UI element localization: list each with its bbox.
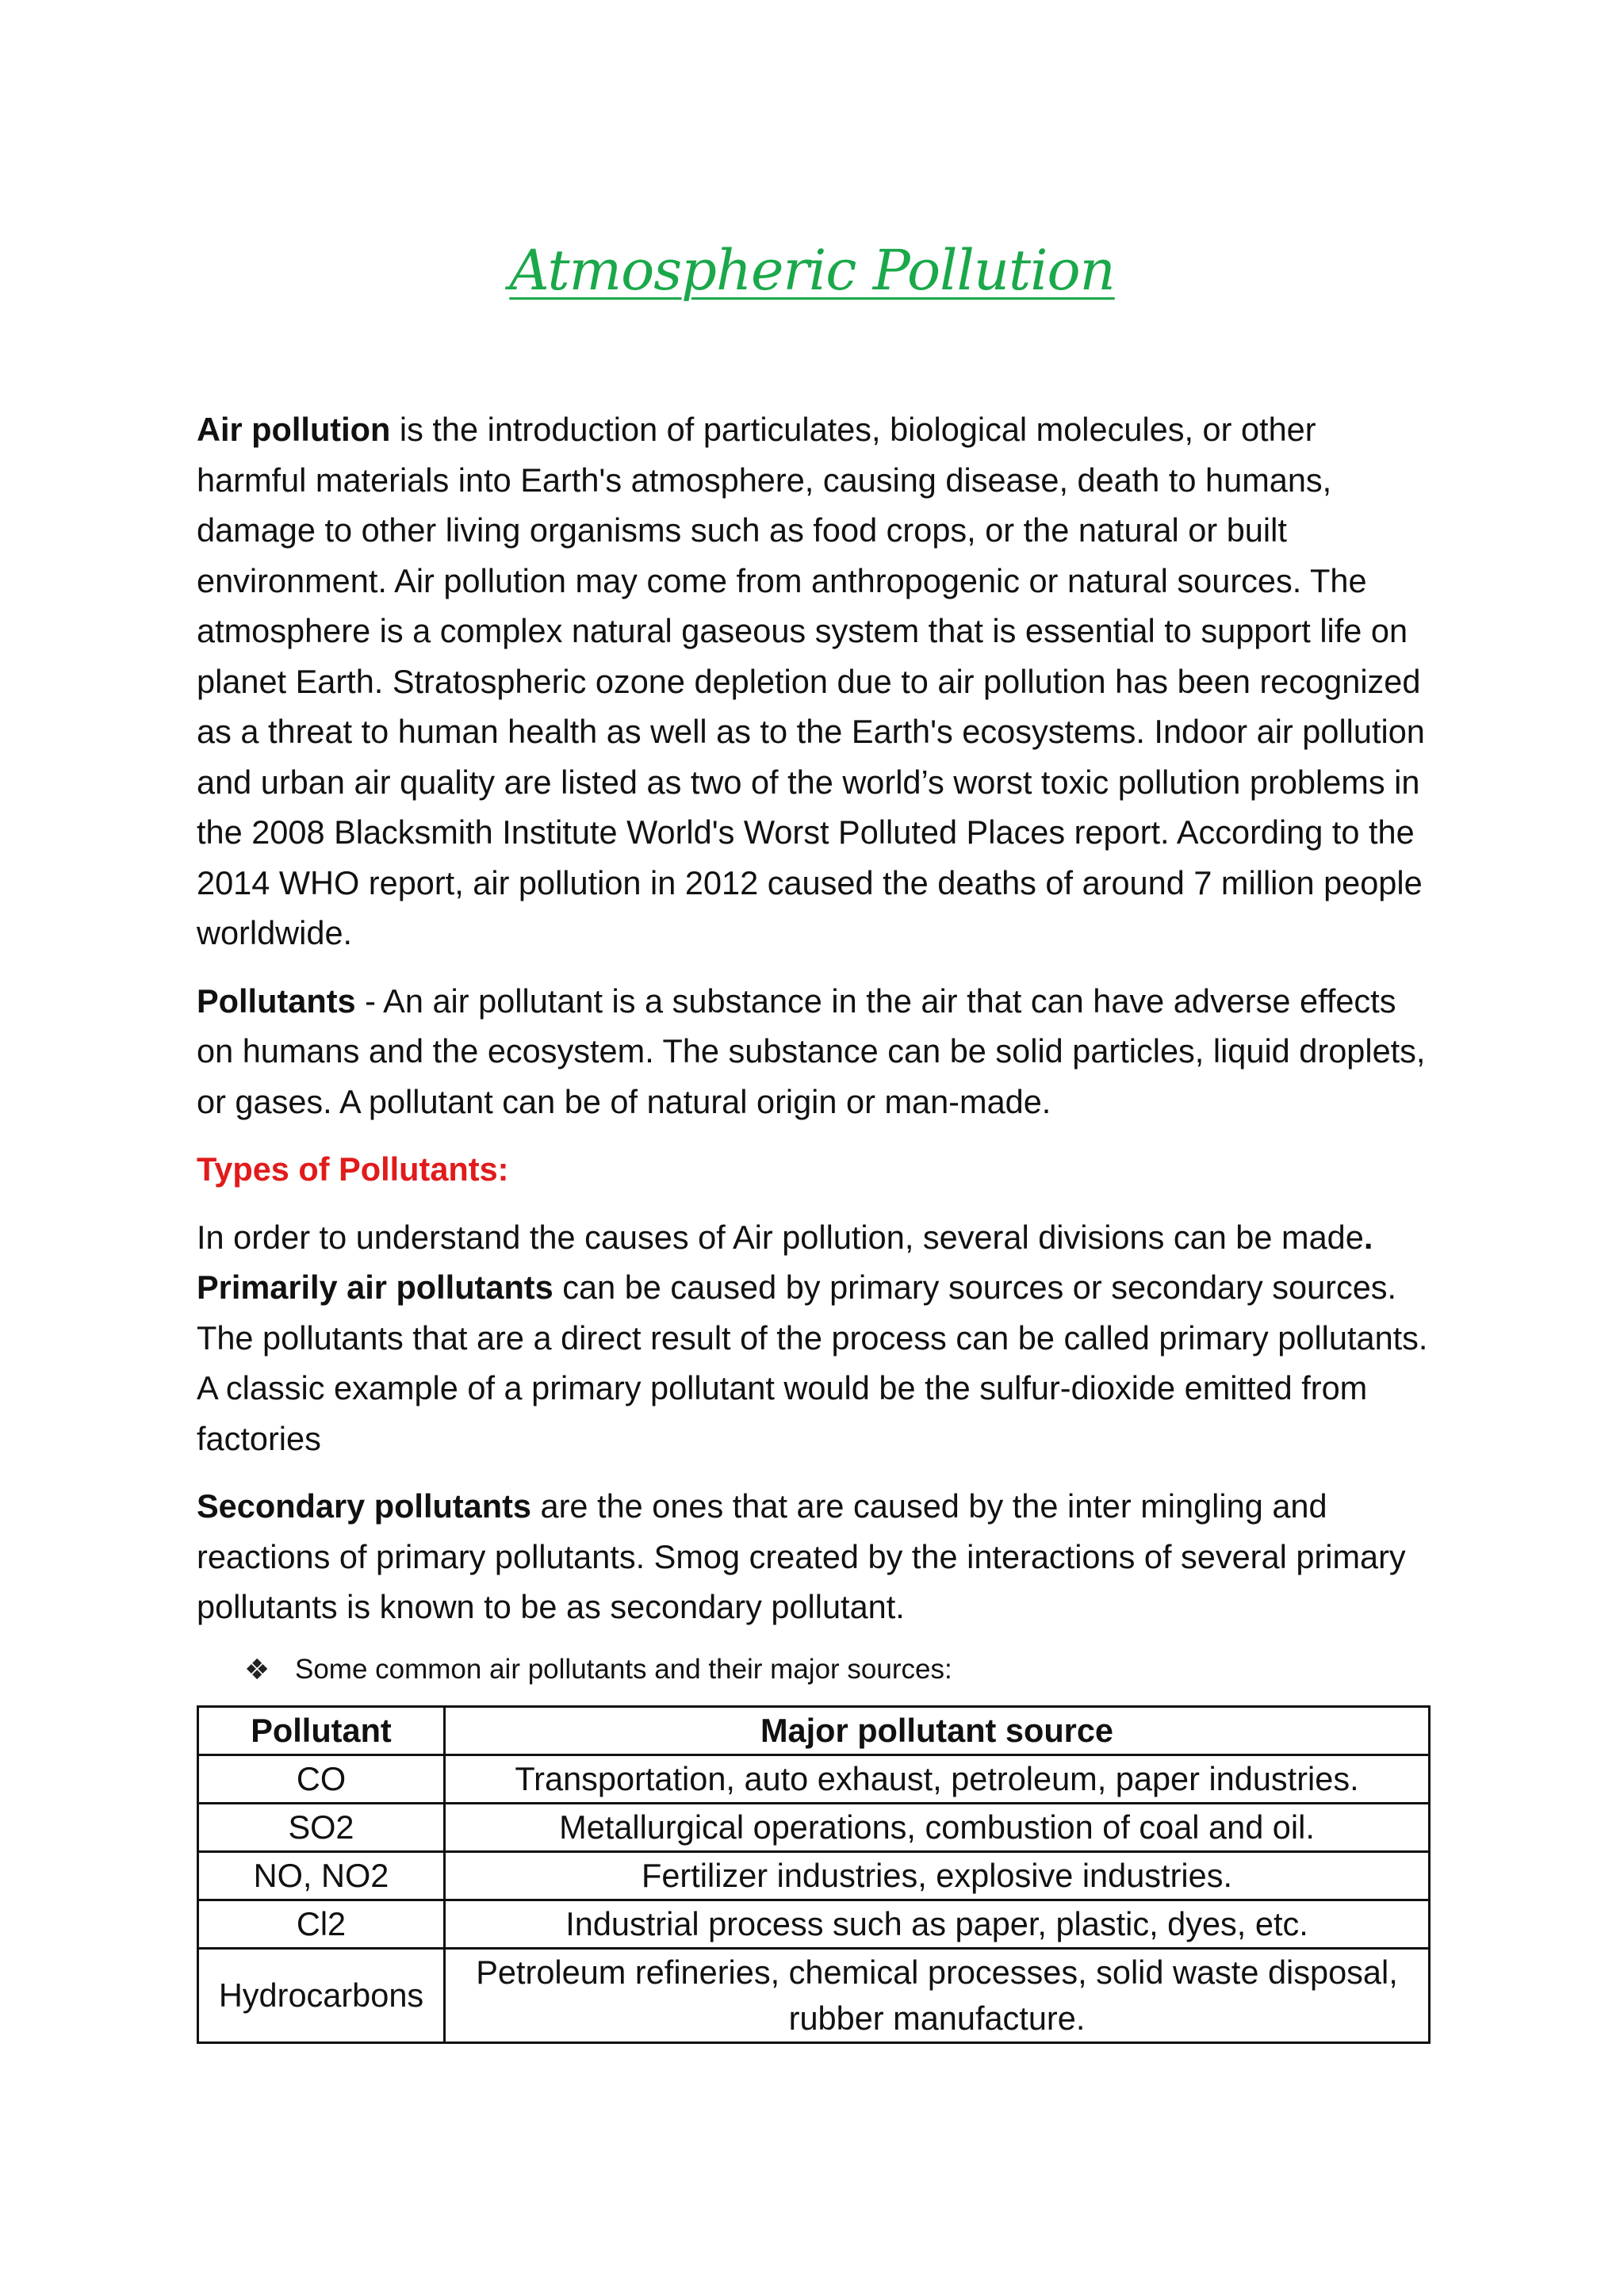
types-text-before: In order to understand the causes of Air pollution, several divisions can be made xyxy=(197,1218,1364,1256)
document-body xyxy=(197,404,1434,2044)
pollutants-table xyxy=(197,1705,1431,2044)
pollutants-term: Pollutants xyxy=(197,982,356,1020)
bullet-text: Some common air pollutants and their major sources: xyxy=(295,1653,952,1685)
types-heading: Types of Pollutants: xyxy=(197,1150,509,1188)
table-cell-pollutant: Cl2 xyxy=(198,1900,445,1948)
intro-text: is the introduction of particulates, biological molecules, or other harmful materials into Earth's atmosphere, causing disease, death to humans, damage to other living organisms such as food crops, or the natural or built environment. Air pollution may come from anthropogenic or natural sources. The atmosphere is a complex natural gaseous system that is essential to support life on planet Earth. Stratospheric ozone depletion due to air pollution has been recognized as a threat to human health as well as to the Earth's ecosystems. Indoor air pollution and urban air quality are listed as two of the world’s worst toxic pollution problems in the 2008 Blacksmith Institute World's Worst Polluted Places report. According to the 2014 WHO report, air pollution in 2012 caused the deaths of around 7 million people worldwide. xyxy=(197,411,1425,951)
table-row xyxy=(198,1803,1430,1851)
table-header-row xyxy=(198,1706,1430,1755)
table-cell-source: Metallurgical operations, combustion of coal and oil. xyxy=(445,1803,1430,1851)
pollutants-text: - An air pollutant is a substance in the air that can have adverse effects on humans and the ecosystem. The substance can be solid particles, liquid droplets, or gases. A pollutant can be of natural origin or man-made. xyxy=(197,982,1426,1120)
intro-term: Air pollution xyxy=(197,411,391,448)
table-cell-pollutant: Hydrocarbons xyxy=(198,1948,445,2042)
table-cell-pollutant: CO xyxy=(198,1755,445,1803)
table-cell-source: Industrial process such as paper, plastic, dyes, etc. xyxy=(445,1900,1430,1948)
intro-paragraph xyxy=(197,404,1434,959)
table-cell-source: Fertilizer industries, explosive industries. xyxy=(445,1851,1430,1900)
table-header-source: Major pollutant source xyxy=(445,1706,1430,1755)
table-cell-source: Transportation, auto exhaust, petroleum, paper industries. xyxy=(445,1755,1430,1803)
page-title: Atmospheric Pollution xyxy=(509,238,1115,303)
table-header-pollutant: Pollutant xyxy=(198,1706,445,1755)
types-paragraph xyxy=(197,1212,1434,1464)
types-bold: . Primarily air pollutants xyxy=(197,1218,1373,1306)
table-row xyxy=(198,1948,1430,2042)
diamond-bullet-icon: ❖ xyxy=(244,1652,270,1686)
table-cell-source: Petroleum refineries, chemical processes, solid waste disposal, rubber manufacture. xyxy=(445,1948,1430,2042)
secondary-term: Secondary pollutants xyxy=(197,1487,531,1525)
secondary-paragraph xyxy=(197,1481,1434,1632)
table-row xyxy=(198,1851,1430,1900)
secondary-text: are the ones that are caused by the inter mingling and reactions of primary pollutants. Smog created by the interactions of several primary pollutants is known to be as secondary pollutant. xyxy=(197,1487,1406,1625)
table-row xyxy=(198,1900,1430,1948)
types-text-after: can be caused by primary sources or secondary sources. The pollutants that are a direct result of the process can be called primary pollutants. A classic example of a primary pollutant would be the sulfur-dioxide emitted from factories xyxy=(197,1269,1428,1457)
table-cell-pollutant: SO2 xyxy=(198,1803,445,1851)
table-row xyxy=(198,1755,1430,1803)
bullet-item xyxy=(244,1650,1434,1689)
pollutants-paragraph xyxy=(197,976,1434,1127)
table-cell-pollutant: NO, NO2 xyxy=(198,1851,445,1900)
